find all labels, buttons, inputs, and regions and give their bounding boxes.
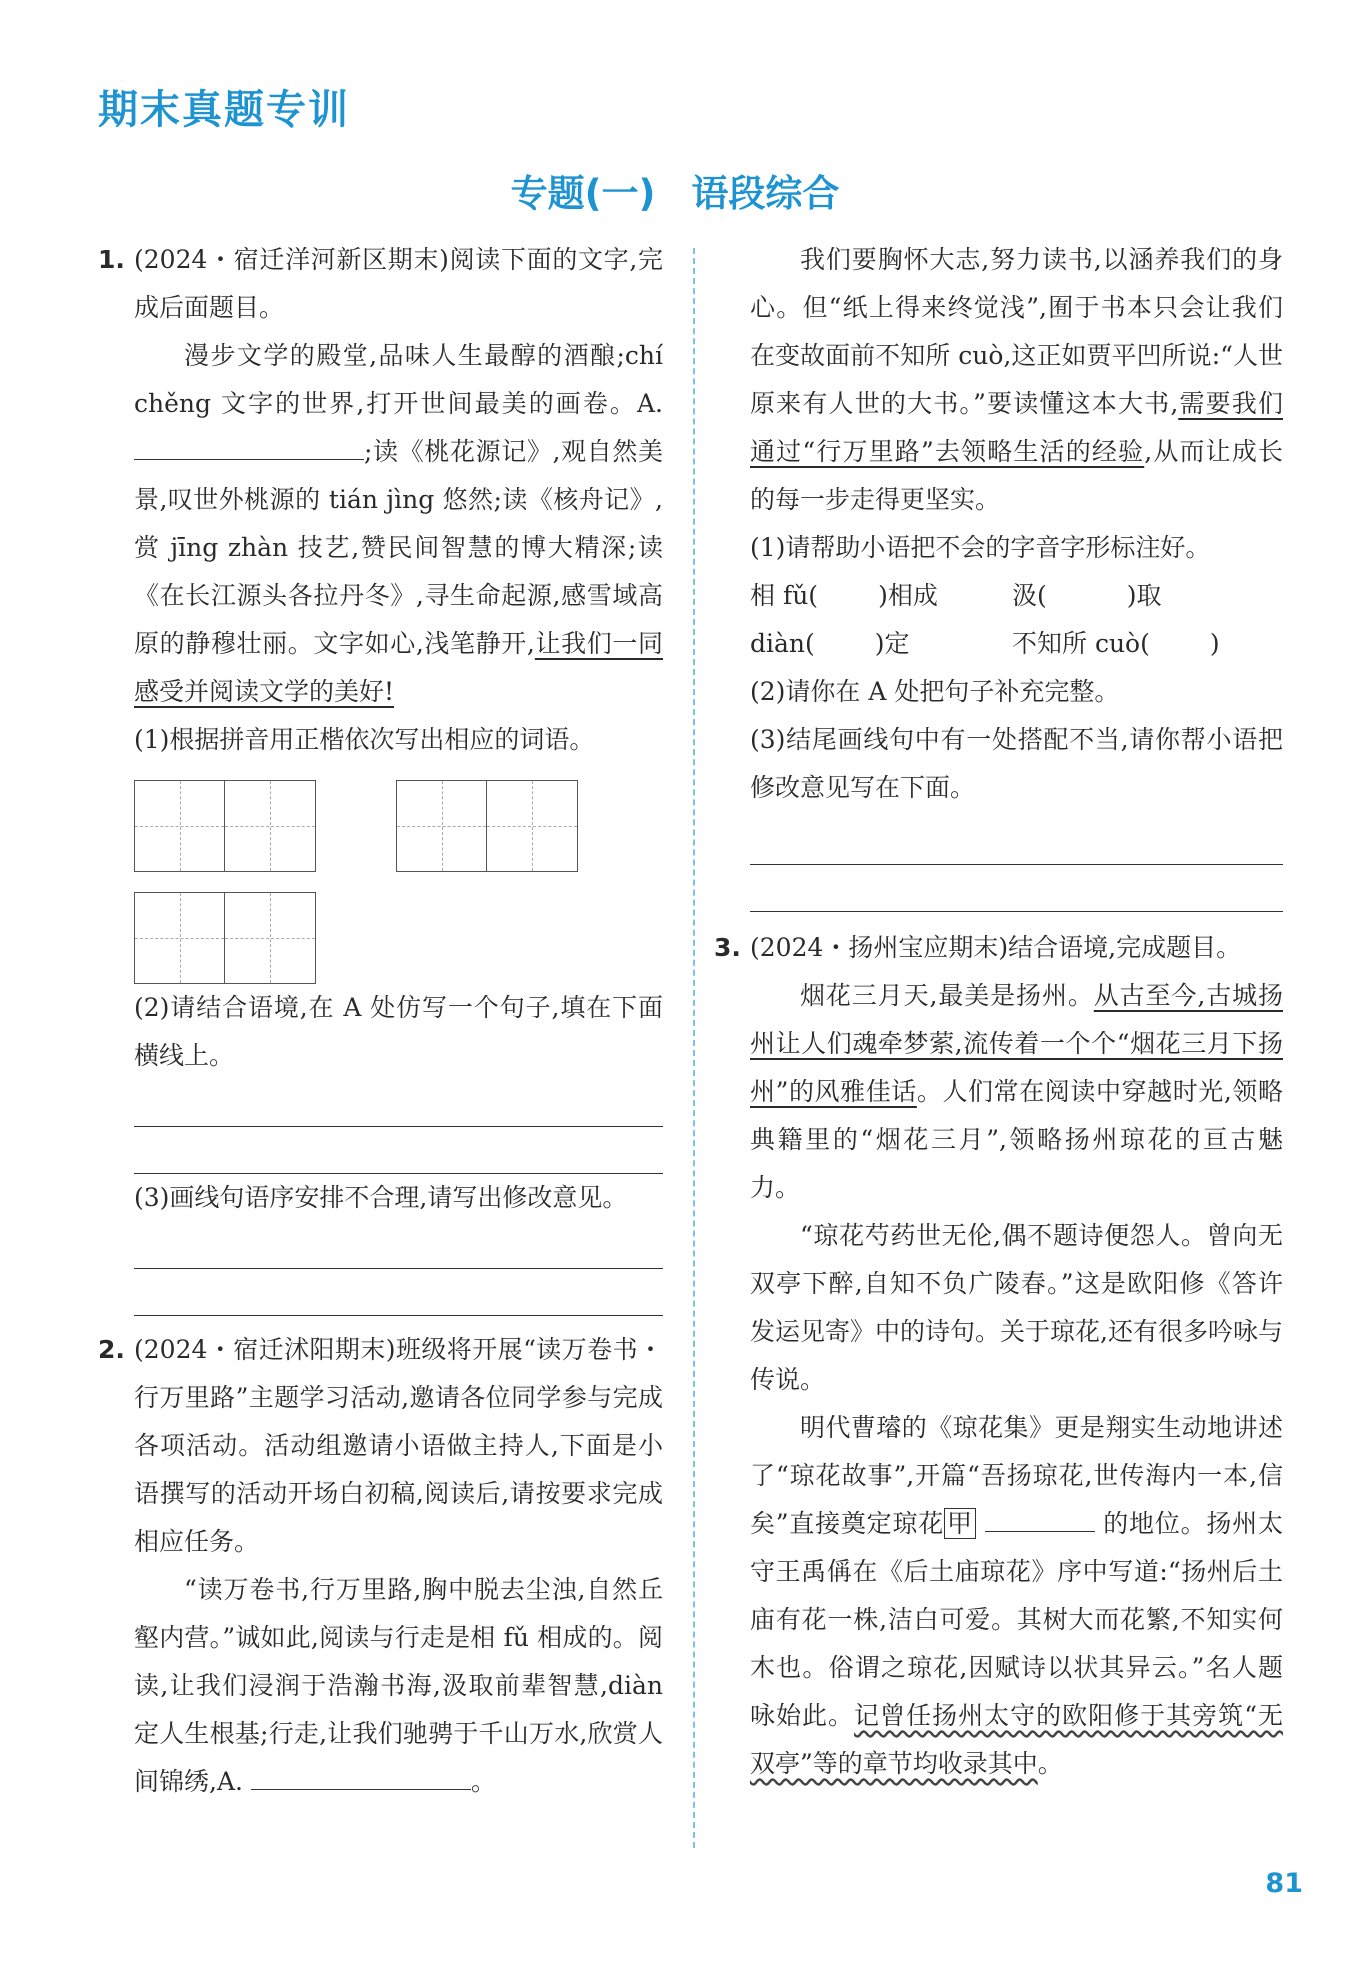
passage-text: ,从而让成长的每一步走得更坚实。 [750, 437, 1283, 514]
writing-grid[interactable] [396, 780, 578, 872]
underlined-sentence: 让我们一同感受并阅读文学的美好! [134, 629, 663, 706]
underlined-sentence: 需要我们通过“行万里路”去领略生活的经验 [750, 389, 1283, 466]
question-intro: (2024・扬州宝应期末)结合语境,完成题目。 [750, 933, 1242, 962]
passage [750, 1404, 1283, 1788]
answer-blank-a[interactable] [251, 1761, 361, 1790]
question-intro: (2024・宿迁沭阳期末)班级将开展“读万卷书・行万里路”主题学习活动,邀请各位同学参与完成各项活动。活动组邀请小语做主持人,下面是小语撰写的活动开场白初稿,阅读后,请按要求完成相应任务。 [134, 1335, 663, 1556]
passage [98, 1566, 663, 1806]
passage-text: 。 [470, 1767, 496, 1796]
fill-label: diàn( [750, 629, 815, 658]
question-number: 2. [98, 1335, 125, 1364]
passage-text: ;读《桃花源记》,观自然美景,叹世外桃源的 tián jìng 悠然;读《核舟记》,赏 jīng zhàn 技艺,赞民间智慧的博大精深;读《在长江源头各拉丹冬》,寻生命起源,感雪域高原的静穆壮丽。文字如心,浅笔静开, [134, 437, 663, 658]
topic-prefix: 专题(一) [510, 172, 656, 215]
fill-row [750, 620, 1283, 668]
fill-label: )取 [1126, 581, 1162, 610]
answer-blank-jia[interactable] [985, 1503, 1095, 1532]
answer-blank-a-cont[interactable] [361, 1761, 471, 1790]
passage-text: 明代曹璿的《琼花集》更是翔实生动地讲述了“琼花故事”,开篇“吾扬琼花,世传海内一本,信矣”直接奠定琼花 [750, 1413, 1283, 1538]
answer-line[interactable] [134, 1222, 663, 1269]
fill-label: )相成 [878, 581, 938, 610]
writing-grid[interactable] [134, 892, 316, 984]
answer-blank-a[interactable] [134, 431, 364, 460]
answer-line[interactable] [134, 1080, 663, 1127]
answer-line[interactable] [134, 1127, 663, 1174]
section-header-title: 期末真题专训 [98, 87, 350, 133]
sub-question-2: (2)请你在 A 处把句子补充完整。 [750, 677, 1120, 706]
fill-label: 相 fǔ( [750, 581, 819, 610]
question-number: 3. [714, 933, 741, 962]
fill-label: 汲( [1012, 581, 1047, 610]
column-divider [693, 248, 695, 1848]
question-number: 1. [98, 245, 125, 274]
passage-text: 我们要胸怀大志,努力读书,以涵养我们的身心。但“纸上得来终觉浅”,囿于书本只会让我们在变故面前不知所 cuò,这正如贾平凹所说:“人世原来有人世的大书。”要读懂这本大书, [750, 245, 1283, 418]
passage-text: 的地位。扬州太守王禹偁在《后土庙琼花》序中写道:“扬州后土庙有花一株,洁白可爱。其树大而花繁,不知实何木也。俗谓之琼花,因赋诗以状其异云。”名人题咏始此。 [750, 1509, 1283, 1730]
answer-line[interactable] [750, 865, 1283, 912]
fill-label: )定 [874, 629, 910, 658]
sub-question-3: (3)结尾画线句中有一处搭配不当,请你帮小语把修改意见写在下面。 [750, 725, 1283, 802]
answer-line[interactable] [750, 818, 1283, 865]
passage-text: 烟花三月天,最美是扬州。 [800, 981, 1094, 1010]
question-3 [714, 924, 1283, 972]
sub-question-2: (2)请结合语境,在 A 处仿写一个句子,填在下面横线上。 [134, 993, 663, 1070]
passage-text: “读万卷书,行万里路,胸中脱去尘浊,自然丘壑内营。”诚如此,阅读与行走是相 fǔ 相成的。阅读,让我们浸润于浩瀚书海,汲取前辈智慧,diàn 定人生根基;行走,让我们驰骋于千山万水,欣赏人间锦绣,A. [134, 1575, 663, 1796]
writing-grid-group [134, 764, 663, 984]
fill-label: 不知所 cuò( [1012, 629, 1150, 658]
sub-question-1: (1)根据拼音用正楷依次写出相应的词语。 [134, 725, 595, 754]
passage: “琼花芍药世无伦,偶不题诗便怨人。曾向无双亭下醉,自知不负广陵春。”这是欧阳修《答许发运见寄》中的诗句。关于琼花,还有很多吟咏与传说。 [750, 1221, 1283, 1394]
wavy-underlined-sentence: 记曾任扬州太守的欧阳修于其旁筑“无双亭”等的章节均收录其中 [750, 1701, 1283, 1778]
passage-text: 漫步文学的殿堂,品味人生最醇的酒酿;chí chěng 文字的世界,打开世间最美的画卷。A. [134, 341, 663, 418]
fill-label: ) [1209, 629, 1220, 658]
left-column [98, 236, 663, 1806]
sub-question-3: (3)画线句语序安排不合理,请写出修改意见。 [134, 1183, 628, 1212]
topic-name: 语段综合 [691, 172, 840, 215]
question-2 [98, 1326, 663, 1566]
topic-title [0, 163, 1350, 217]
underlined-sentence: 从古至今,古城扬州让人们魂牵梦萦,流传着一个个“烟花三月下扬州”的风雅佳话 [750, 981, 1283, 1106]
passage-text: 。 [1037, 1749, 1063, 1778]
fill-row [750, 572, 1283, 620]
question-1 [98, 236, 663, 332]
page-number: 81 [1265, 1868, 1303, 1899]
marker-jia: 甲 [944, 1508, 976, 1539]
passage [750, 236, 1283, 524]
passage [98, 332, 663, 716]
passage [750, 972, 1283, 1212]
passage-text: 。人们常在阅读中穿越时光,领略典籍里的“烟花三月”,领略扬州琼花的亘古魅力。 [750, 1077, 1283, 1202]
writing-grid[interactable] [134, 780, 316, 872]
sub-question-1: (1)请帮助小语把不会的字音字形标注好。 [750, 533, 1211, 562]
question-intro: (2024・宿迁洋河新区期末)阅读下面的文字,完成后面题目。 [134, 245, 663, 322]
answer-line[interactable] [134, 1269, 663, 1316]
right-column [714, 236, 1283, 1788]
